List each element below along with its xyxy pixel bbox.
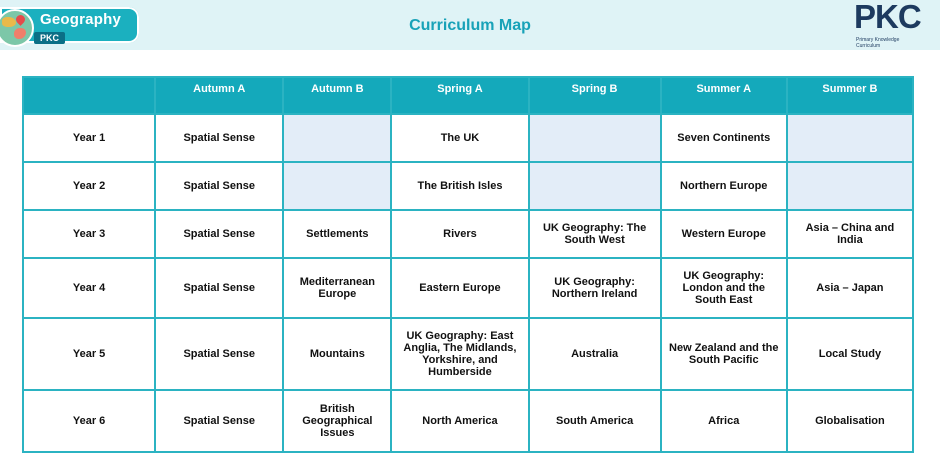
empty-cell [283, 114, 391, 162]
table-cell: Australia [529, 318, 661, 390]
empty-cell [529, 162, 661, 210]
logo-text-line1: Primary Knowledge [856, 37, 900, 43]
year-label: Year 2 [23, 162, 155, 210]
column-header [23, 77, 155, 114]
table-cell: Local Study [787, 318, 913, 390]
table-cell: Spatial Sense [155, 258, 283, 318]
table-cell: UK Geography: East Anglia, The Midlands, Yorkshire, and Humberside [391, 318, 528, 390]
logo-text-line2: Curriculum [856, 43, 881, 49]
table-cell: Spatial Sense [155, 210, 283, 258]
pkc-logo [854, 0, 940, 50]
table-cell: Settlements [283, 210, 391, 258]
table-row [23, 210, 913, 258]
table-cell: Spatial Sense [155, 162, 283, 210]
table-row [23, 162, 913, 210]
empty-cell [787, 162, 913, 210]
subject-title: Geography [40, 11, 121, 28]
table-cell: Mediterranean Europe [283, 258, 391, 318]
year-label: Year 4 [23, 258, 155, 318]
table-cell: The UK [391, 114, 528, 162]
table-cell: Rivers [391, 210, 528, 258]
table-cell: Northern Europe [661, 162, 787, 210]
table-cell: Asia – Japan [787, 258, 913, 318]
table-cell: The British Isles [391, 162, 528, 210]
table-cell: North America [391, 390, 528, 452]
empty-cell [283, 162, 391, 210]
column-header: Spring A [391, 77, 528, 114]
table-cell: Seven Continents [661, 114, 787, 162]
year-label: Year 3 [23, 210, 155, 258]
table-cell: British Geographical Issues [283, 390, 391, 452]
table-cell: Eastern Europe [391, 258, 528, 318]
column-header: Autumn A [155, 77, 283, 114]
table-cell: Africa [661, 390, 787, 452]
year-label: Year 1 [23, 114, 155, 162]
table-cell: Mountains [283, 318, 391, 390]
year-label: Year 5 [23, 318, 155, 390]
logo-mark: PKC [854, 0, 921, 35]
table-cell: Spatial Sense [155, 318, 283, 390]
table-cell: New Zealand and the South Pacific [661, 318, 787, 390]
page-title: Curriculum Map [409, 17, 531, 34]
column-header: Summer B [787, 77, 913, 114]
subject-subtitle: PKC [34, 32, 65, 44]
table-row [23, 318, 913, 390]
table-cell: Asia – China and India [787, 210, 913, 258]
table-row [23, 114, 913, 162]
table-cell: South America [529, 390, 661, 452]
table-cell: UK Geography: London and the South East [661, 258, 787, 318]
empty-cell [529, 114, 661, 162]
table-cell: Spatial Sense [155, 390, 283, 452]
year-label: Year 6 [23, 390, 155, 452]
table-cell: UK Geography: Northern Ireland [529, 258, 661, 318]
table-cell: Globalisation [787, 390, 913, 452]
table-cell: UK Geography: The South West [529, 210, 661, 258]
column-header: Autumn B [283, 77, 391, 114]
column-header: Spring B [529, 77, 661, 114]
table-header-row [23, 77, 913, 114]
table-row [23, 390, 913, 452]
curriculum-table [22, 76, 914, 453]
table-cell: Spatial Sense [155, 114, 283, 162]
table-cell: Western Europe [661, 210, 787, 258]
column-header: Summer A [661, 77, 787, 114]
table-row [23, 258, 913, 318]
empty-cell [787, 114, 913, 162]
